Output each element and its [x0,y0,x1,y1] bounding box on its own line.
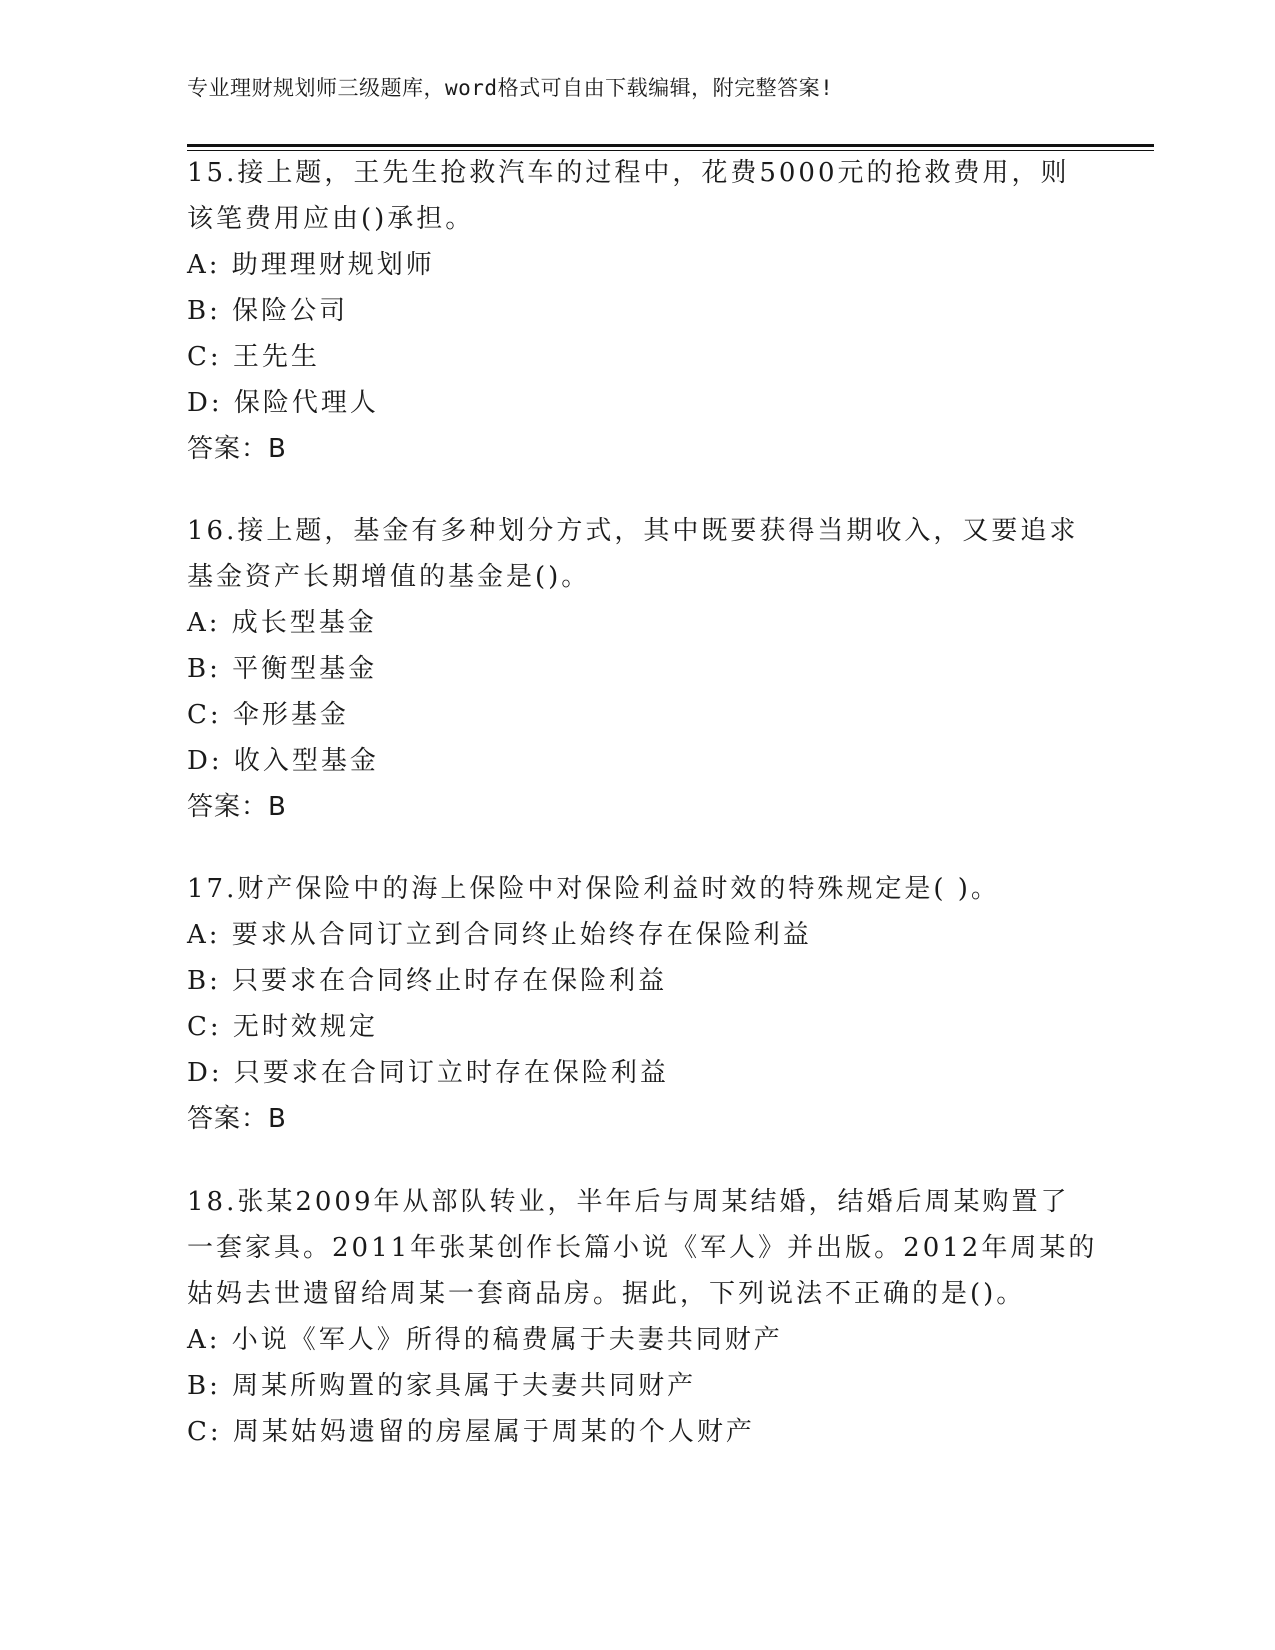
question-stem: 17.财产保险中的海上保险中对保险利益时效的特殊规定是( )。 [187,874,1000,904]
option-c: C: 周某姑妈遗留的房屋属于周某的个人财产 [187,1417,755,1447]
question-15 [187,150,1070,472]
question-stem: 18.张某2009年从部队转业，半年后与周某结婚，结婚后周某购置了 [187,1187,1070,1217]
question-stem: 基金资产长期增值的基金是()。 [187,562,591,592]
question-stem: 姑妈去世遗留给周某一套商品房。据此，下列说法不正确的是()。 [187,1279,1026,1309]
question-17 [187,866,1000,1142]
option-d: D: 保险代理人 [187,388,379,418]
option-c: C: 无时效规定 [187,1012,378,1042]
answer: 答案：B [187,792,287,822]
answer: 答案：B [187,434,287,464]
option-a: A: 成长型基金 [187,608,377,638]
option-b: B: 只要求在合同终止时存在保险利益 [187,966,668,996]
option-d: D: 只要求在合同订立时存在保险利益 [187,1058,669,1088]
option-b: B: 平衡型基金 [187,654,378,684]
option-a: A: 要求从合同订立到合同终止始终存在保险利益 [187,920,812,950]
page-header: 专业理财规划师三级题库，word格式可自由下载编辑，附完整答案! [187,76,834,100]
option-b: B: 保险公司 [187,296,349,326]
header-rule [187,144,1154,147]
answer: 答案：B [187,1104,287,1134]
option-d: D: 收入型基金 [187,746,379,776]
option-b: B: 周某所购置的家具属于夫妻共同财产 [187,1371,697,1401]
question-stem: 16.接上题，基金有多种划分方式，其中既要获得当期收入，又要追求 [187,516,1079,546]
question-stem: 15.接上题，王先生抢救汽车的过程中，花费5000元的抢救费用，则 [187,158,1070,188]
option-a: A: 小说《军人》所得的稿费属于夫妻共同财产 [187,1325,783,1355]
question-16 [187,508,1078,830]
question-stem: 该笔费用应由()承担。 [187,204,475,234]
option-a: A: 助理理财规划师 [187,250,435,280]
option-c: C: 伞形基金 [187,700,349,730]
question-stem: 一套家具。2011年张某创作长篇小说《军人》并出版。2012年周某的 [187,1233,1098,1263]
question-18 [187,1179,1097,1455]
option-c: C: 王先生 [187,342,320,372]
